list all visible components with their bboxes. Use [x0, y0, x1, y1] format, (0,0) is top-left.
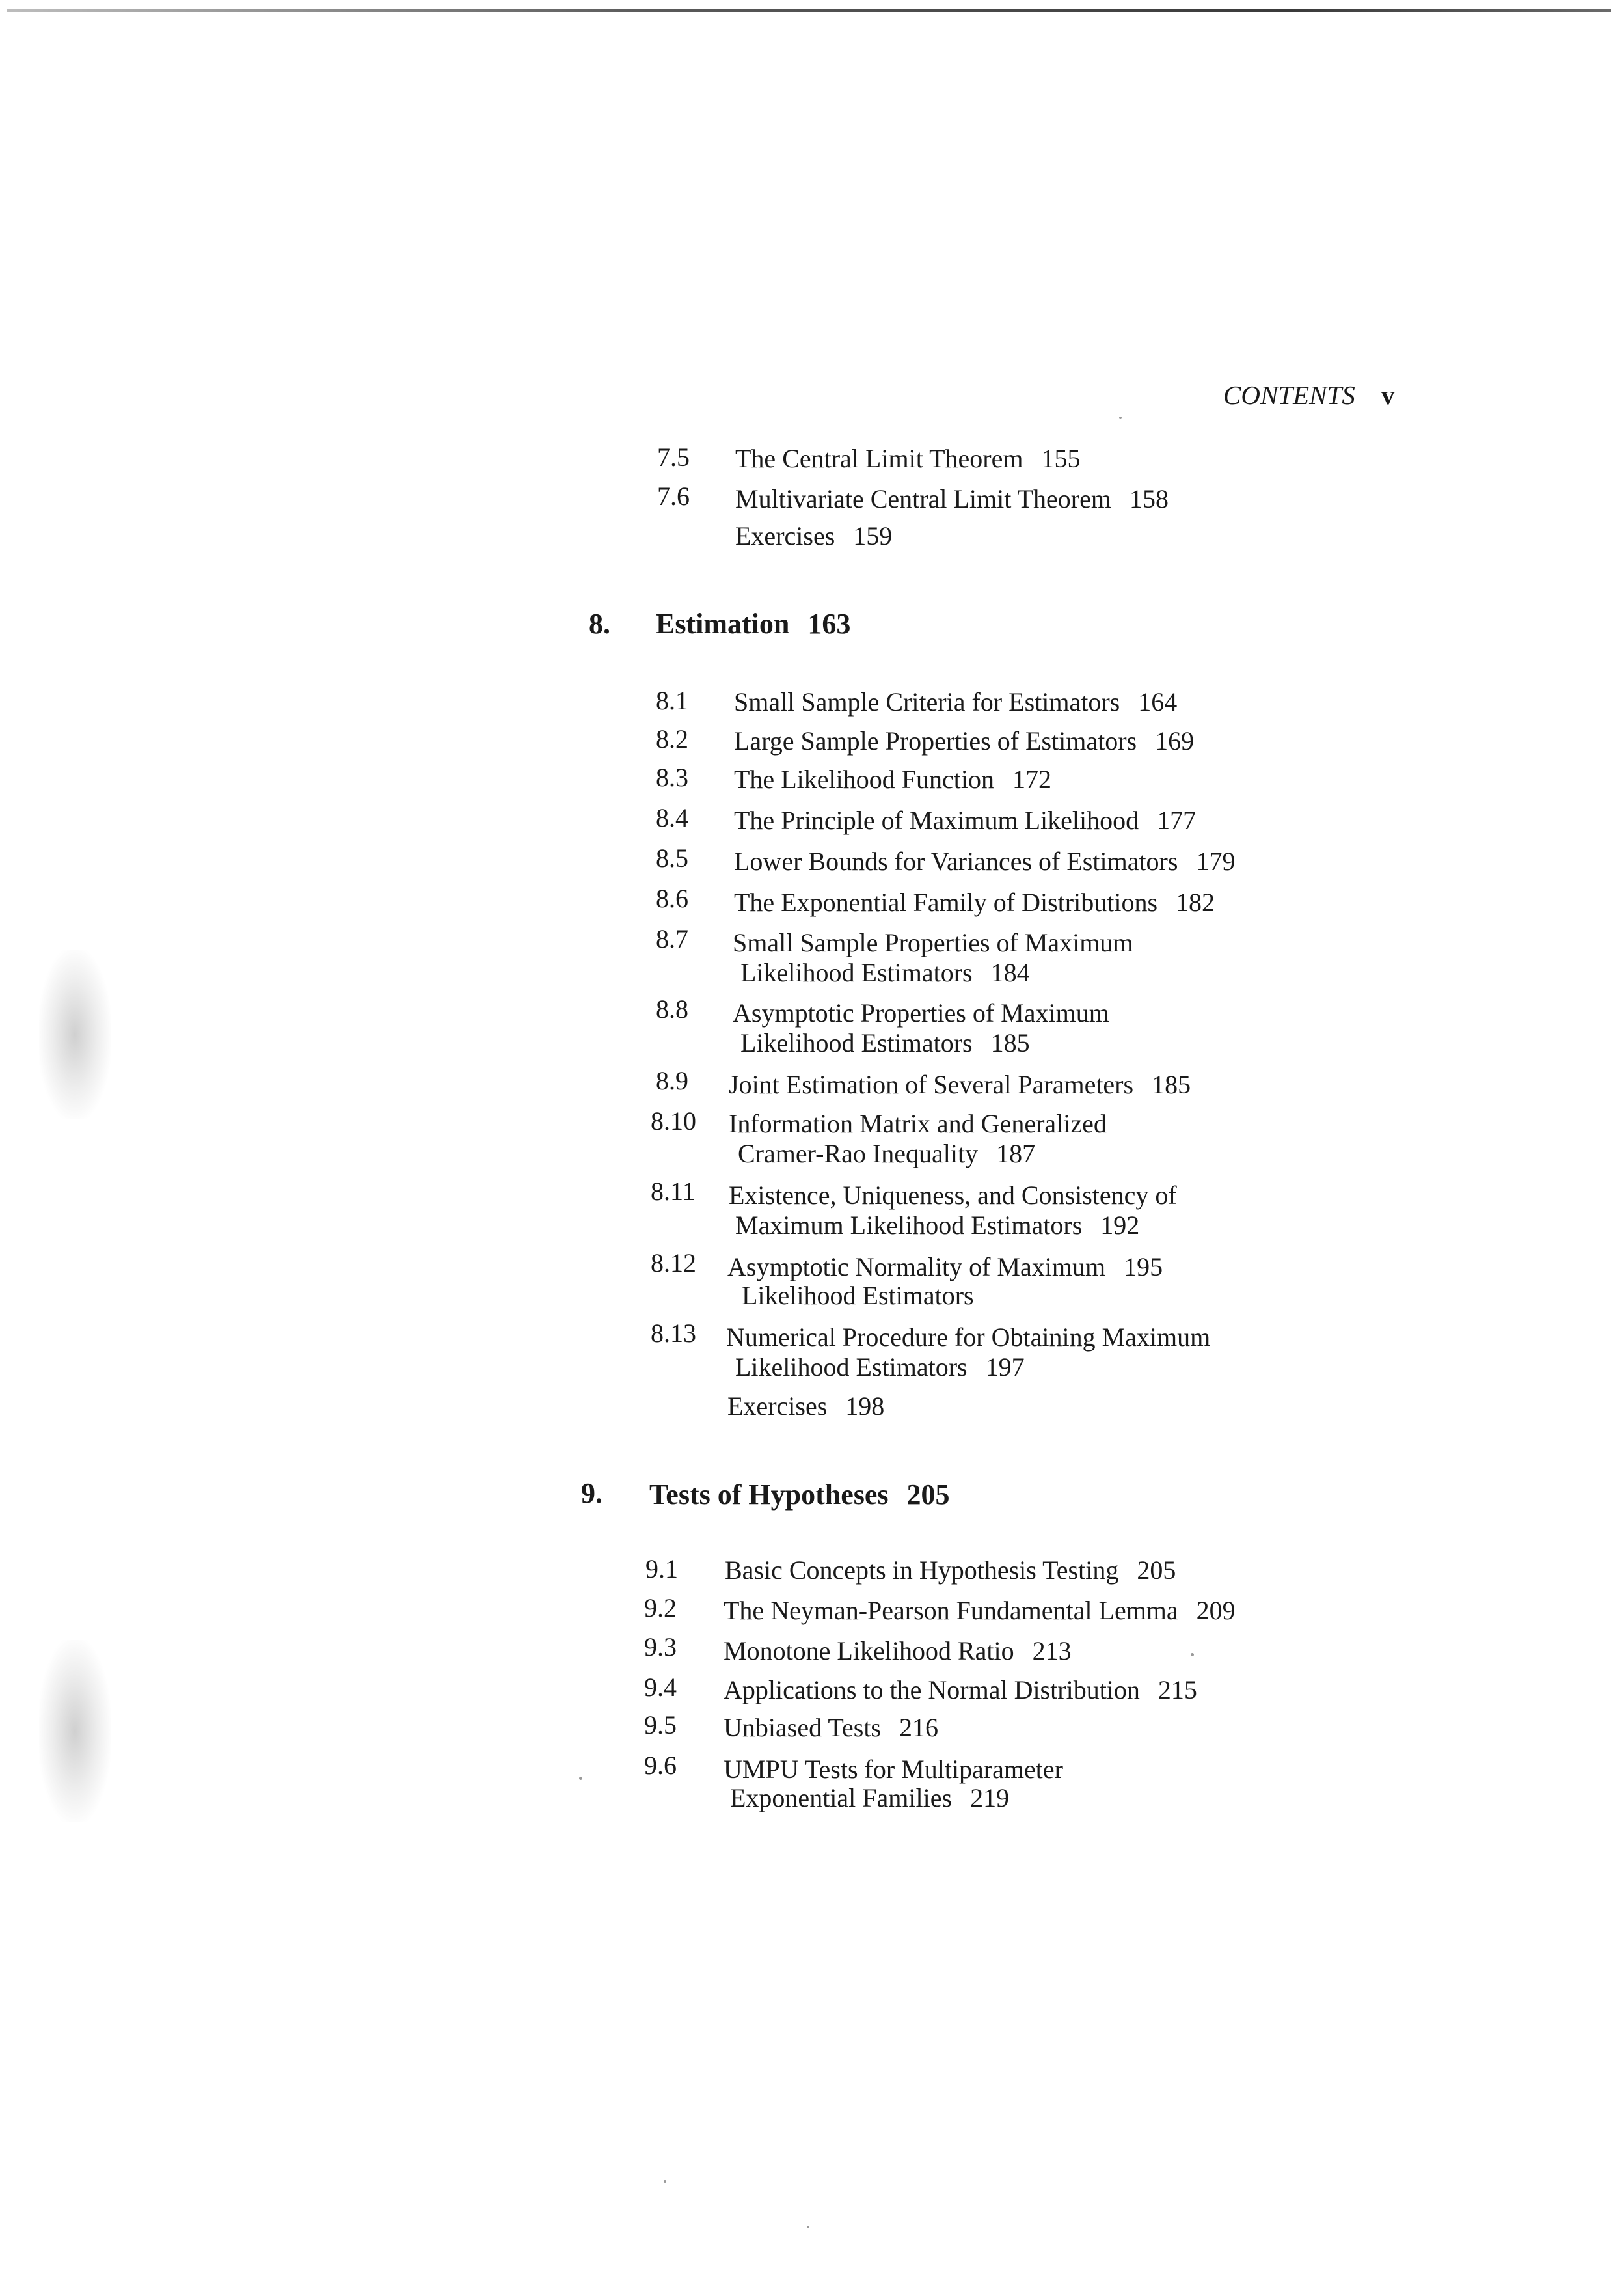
toc-entry-page: 155: [1041, 444, 1081, 473]
toc-entry-page: 187: [996, 1139, 1036, 1168]
toc-entry-8-4: [734, 806, 1196, 836]
toc-entry-8-2: [734, 726, 1194, 756]
scan-speck: [579, 1777, 582, 1780]
running-head: [1223, 379, 1394, 411]
toc-entry-title: Joint Estimation of Several Parameters: [729, 1070, 1134, 1099]
scan-speck: [664, 2180, 666, 2183]
toc-entry-title: Multivariate Central Limit Theorem: [735, 484, 1111, 513]
toc-section-number: 8.1: [656, 686, 688, 715]
toc-section-number: 7.5: [657, 443, 690, 472]
chapter-page: 205: [906, 1479, 950, 1511]
scan-smudge-upper: [39, 950, 111, 1119]
scan-smudge-lower: [39, 1640, 111, 1822]
toc-entry-page: 213: [1032, 1636, 1072, 1665]
toc-entry-title: The Principle of Maximum Likelihood: [734, 806, 1139, 835]
toc-entry-title: The Exponential Family of Distributions: [734, 888, 1158, 917]
toc-entry-8-13-line2: [735, 1352, 1025, 1382]
scan-speck: [807, 2226, 809, 2228]
toc-entry-8-7-line1: [733, 928, 1133, 958]
toc-section-number: 8.10: [651, 1106, 696, 1136]
chapter-heading: [656, 608, 850, 640]
toc-section-number: 8.12: [651, 1248, 696, 1278]
toc-entry-8-13-line1: [726, 1322, 1210, 1352]
toc-entry-title-continued: Likelihood Estimators: [742, 1281, 974, 1310]
toc-entry-page: 216: [899, 1713, 938, 1742]
toc-entry-title: Numerical Procedure for Obtaining Maximum: [726, 1322, 1211, 1352]
toc-section-number: 9.4: [644, 1673, 677, 1702]
toc-section-number: 8.9: [656, 1066, 688, 1095]
chapter-number: 9.: [581, 1477, 602, 1509]
toc-section-number: 7.6: [657, 482, 690, 511]
toc-section-number: 8.11: [651, 1177, 696, 1206]
toc-entry-9-4: [724, 1675, 1197, 1705]
toc-section-number: 8.4: [656, 803, 688, 832]
toc-entry-title-continued: Exponential Families: [730, 1783, 953, 1812]
page-folio: v: [1381, 380, 1395, 410]
toc-entry-8-8-line1: [733, 998, 1109, 1028]
toc-section-number: 9.5: [644, 1710, 677, 1740]
toc-entry-8-10-line2: [738, 1139, 1035, 1169]
toc-section-number: 8.7: [656, 924, 688, 953]
toc-entry-page: 195: [1124, 1252, 1163, 1281]
toc-entry-8-11-line2: [735, 1210, 1139, 1240]
toc-entry-page: 185: [990, 1028, 1030, 1058]
toc-entry-page: 177: [1157, 806, 1197, 835]
toc-entry-title-continued: Cramer-Rao Inequality: [738, 1139, 979, 1168]
toc-section-number: 9.1: [645, 1554, 678, 1583]
toc-entry-title: Asymptotic Normality of Maximum: [727, 1252, 1106, 1281]
toc-entry-page: 215: [1157, 1675, 1197, 1704]
toc-entry-title: Basic Concepts in Hypothesis Testing: [725, 1555, 1119, 1585]
toc-entry-9-6-line1: [724, 1755, 1063, 1784]
toc-entry-8-1: [734, 687, 1177, 717]
toc-entry-8-5: [734, 847, 1235, 877]
chapter-page: 163: [807, 608, 851, 640]
toc-entry-page: 185: [1152, 1070, 1191, 1099]
toc-entry-8-3: [734, 765, 1051, 795]
toc-entry-title: The Central Limit Theorem: [735, 444, 1023, 473]
toc-entry-page: 184: [990, 958, 1030, 987]
toc-entry-title-continued: Likelihood Estimators: [740, 1028, 973, 1058]
scan-edge-line: [7, 9, 1611, 12]
toc-entry-title-continued: Maximum Likelihood Estimators: [735, 1210, 1083, 1240]
toc-entry-page: 182: [1176, 888, 1215, 917]
toc-section-number: 8.6: [656, 884, 688, 913]
toc-entry-8-exercises: [727, 1391, 884, 1421]
toc-section-number: 8.5: [656, 843, 688, 873]
toc-entry-page: 164: [1138, 687, 1178, 717]
toc-entry-7-5: [735, 444, 1080, 474]
running-head-label: CONTENTS: [1223, 380, 1355, 410]
toc-entry-8-6: [734, 888, 1215, 918]
toc-entry-page: 158: [1130, 484, 1169, 513]
scan-speck: [1119, 417, 1122, 419]
toc-entry-title: Lower Bounds for Variances of Estimators: [734, 847, 1178, 876]
toc-entry-title: Information Matrix and Generalized: [729, 1109, 1107, 1138]
toc-entry-title: Small Sample Properties of Maximum: [733, 928, 1133, 957]
toc-section-number: 9.6: [644, 1751, 677, 1780]
toc-entry-title: The Neyman-Pearson Fundamental Lemma: [724, 1596, 1178, 1625]
toc-entry-8-12-line1: [727, 1252, 1163, 1282]
toc-section-number: 8.3: [656, 763, 688, 792]
toc-entry-page: 172: [1012, 765, 1051, 794]
toc-entry-8-10-line1: [729, 1109, 1107, 1139]
toc-entry-title: Applications to the Normal Distribution: [724, 1675, 1140, 1704]
toc-entry-8-7-line2: [740, 958, 1030, 988]
toc-section-number: 9.3: [644, 1632, 677, 1661]
toc-section-number: 9.2: [644, 1593, 677, 1622]
toc-entry-title: Exercises: [735, 521, 835, 551]
toc-entry-title: Exercises: [727, 1391, 828, 1421]
toc-entry-title: Existence, Uniqueness, and Consistency of: [729, 1181, 1177, 1210]
toc-entry-title: Unbiased Tests: [724, 1713, 881, 1742]
toc-entry-page: 169: [1155, 726, 1195, 756]
toc-entry-9-2: [724, 1596, 1236, 1626]
toc-entry-title: The Likelihood Function: [734, 765, 994, 794]
toc-entry-title-continued: Likelihood Estimators: [735, 1352, 968, 1382]
toc-entry-9-1: [725, 1555, 1176, 1585]
toc-entry-title-continued: Likelihood Estimators: [740, 958, 973, 987]
toc-entry-page: 179: [1196, 847, 1236, 876]
toc-section-number: 8.2: [656, 724, 688, 754]
toc-entry-page: 197: [985, 1352, 1025, 1382]
chapter-title: Estimation: [656, 608, 790, 640]
toc-entry-title: Asymptotic Properties of Maximum: [733, 998, 1109, 1028]
chapter-title: Tests of Hypotheses: [649, 1479, 889, 1511]
toc-entry-7-6: [735, 484, 1169, 514]
toc-section-number: 8.8: [656, 994, 688, 1024]
toc-entry-title: UMPU Tests for Multiparameter: [724, 1755, 1063, 1784]
toc-entry-page: 192: [1100, 1210, 1140, 1240]
toc-entry-title: Monotone Likelihood Ratio: [724, 1636, 1014, 1665]
toc-entry-9-6-line2: [730, 1783, 1009, 1813]
toc-entry-8-11-line1: [729, 1181, 1177, 1210]
toc-entry-8-9: [729, 1070, 1191, 1100]
toc-entry-title: Small Sample Criteria for Estimators: [734, 687, 1120, 717]
toc-entry-9-5: [724, 1713, 938, 1743]
toc-entry-page: 219: [970, 1783, 1010, 1812]
chapter-number: 8.: [589, 608, 610, 640]
chapter-heading: [649, 1479, 950, 1511]
toc-entry-7-exercises: [735, 521, 892, 551]
toc-section-number: 8.13: [651, 1319, 696, 1348]
toc-entry-page: 205: [1137, 1555, 1176, 1585]
toc-entry-8-12-line2: [742, 1281, 974, 1311]
toc-entry-page: 198: [845, 1391, 885, 1421]
toc-entry-9-3: [724, 1636, 1072, 1666]
scan-speck: [1191, 1653, 1194, 1656]
toc-entry-title: Large Sample Properties of Estimators: [734, 726, 1137, 756]
toc-entry-page: 209: [1196, 1596, 1236, 1625]
toc-entry-8-8-line2: [740, 1028, 1030, 1058]
toc-entry-page: 159: [853, 521, 893, 551]
